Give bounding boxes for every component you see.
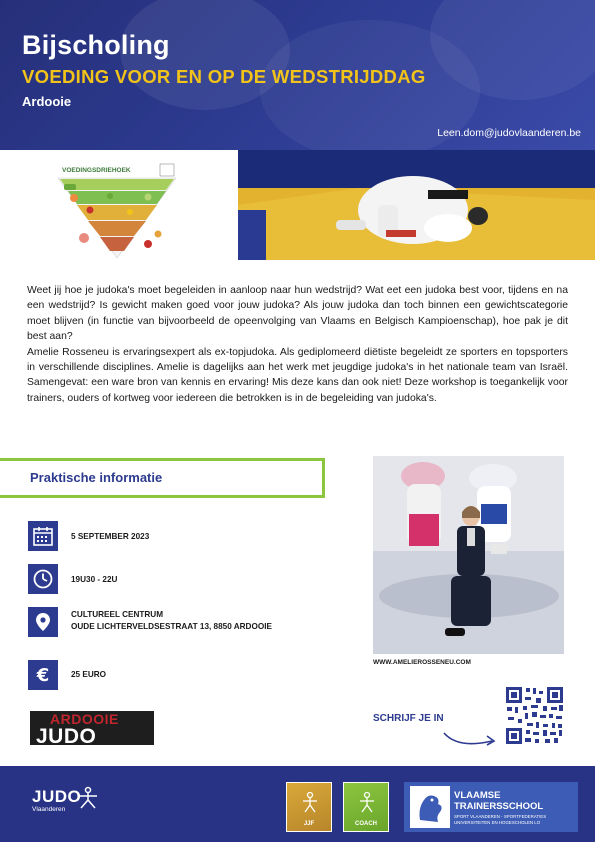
info-heading-text: Praktische informatie <box>30 470 163 485</box>
judo-logo-subtext: Vlaanderen <box>32 806 66 813</box>
venue-address: OUDE LICHTERVELDSESTRAAT 13, 8850 ARDOOIE <box>71 622 272 631</box>
food-pyramid-image <box>0 150 238 260</box>
page-title: Bijscholing <box>22 30 170 60</box>
intro-paragraph-1: Weet jij hoe je judoka's moet begeleiden in aanloop naar hun wedstrijd? Wat eet een judoka best voor, tijdens en na een wedstrijd? Is gewicht maken goed voor jouw judoka? Als jouw judoka dan toch binnen een gewichtscategorie moet blijven (in functie van bijvoorbeeld de opeenvolging van Vlaams en Belgisch Kampioenschap), hoe pak je dit best aan? <box>27 285 568 343</box>
judoka-badge-icon <box>301 791 319 813</box>
page-subtitle: VOEDING VOOR EN OP DE WEDSTRIJDDAG <box>22 66 426 87</box>
map-pin-icon <box>28 607 58 637</box>
signup-label[interactable]: SCHRIJF JE IN <box>373 713 444 724</box>
time-text: 19U30 - 22U <box>71 575 118 584</box>
judoka-figure-icon <box>76 786 100 810</box>
vts-line-3: SPORT VLAANDEREN - SPORTFEDERATIES <box>454 814 547 819</box>
venue-name: CULTUREEL CENTRUM <box>71 610 164 619</box>
contact-email[interactable]: Leen.dom@judovlaanderen.be <box>437 127 581 139</box>
vts-line-2: TRAINERSSCHOOL <box>454 801 544 812</box>
judo-ardooie-logo <box>30 711 154 745</box>
info-section-heading <box>0 458 325 498</box>
location: Ardooie <box>22 94 72 109</box>
jjf-badge-label: JJF <box>303 821 315 827</box>
intro-paragraph-2: Amelie Rosseneu is ervaringsexpert als ex-topjudoka. Als gediplomeerd diëtiste begeleidt ze sporters en topsporters in verschillende disciplines. Amelie is dagelijks aan het werk met jeugdige judoka's in het nationale team van Israël. Samengevat: een ware bron van kennis en ervaring! Mis deze kans dan ook niet! Deze workshop is toegankelijk voor trainers, ouders of kortweg voor iedereen die betrokken is in de begeleiding van judoka's. <box>27 346 568 404</box>
vts-line-1: VLAAMSE <box>454 790 501 801</box>
pyramid-label: VOEDINGSDRIEHOEK <box>62 167 131 174</box>
vts-line-4: UNIVERSITEITEN EN HOGESCHOLEN LO <box>454 820 541 825</box>
header-banner <box>0 0 595 150</box>
coach-badge <box>343 782 389 832</box>
intro-text <box>27 283 568 406</box>
date-text: 5 SEPTEMBER 2023 <box>71 532 150 541</box>
coach-badge-label: COACH <box>355 821 377 827</box>
clock-icon <box>28 564 58 594</box>
calendar-icon <box>28 521 58 551</box>
judoka-badge-icon <box>358 791 376 813</box>
judo-logo-text: JUDO <box>32 787 82 806</box>
speaker-website-link[interactable]: WWW.AMELIEROSSENEU.COM <box>373 659 471 666</box>
euro-icon: € <box>28 660 58 690</box>
judo-match-photo <box>238 150 595 260</box>
lion-icon <box>410 786 450 828</box>
speaker-portrait-photo <box>373 456 564 654</box>
logo-judo-text: JUDO <box>36 725 97 745</box>
price-text: 25 EURO <box>71 670 107 679</box>
vlaamse-trainersschool-logo <box>404 782 578 832</box>
jjf-badge <box>286 782 332 832</box>
qr-code[interactable] <box>505 686 564 745</box>
logo-ardooie-text: ARDOOIE <box>50 711 119 727</box>
judo-vlaanderen-logo <box>32 787 81 813</box>
arrow-right-icon <box>440 725 502 749</box>
footer-bar <box>0 766 595 842</box>
